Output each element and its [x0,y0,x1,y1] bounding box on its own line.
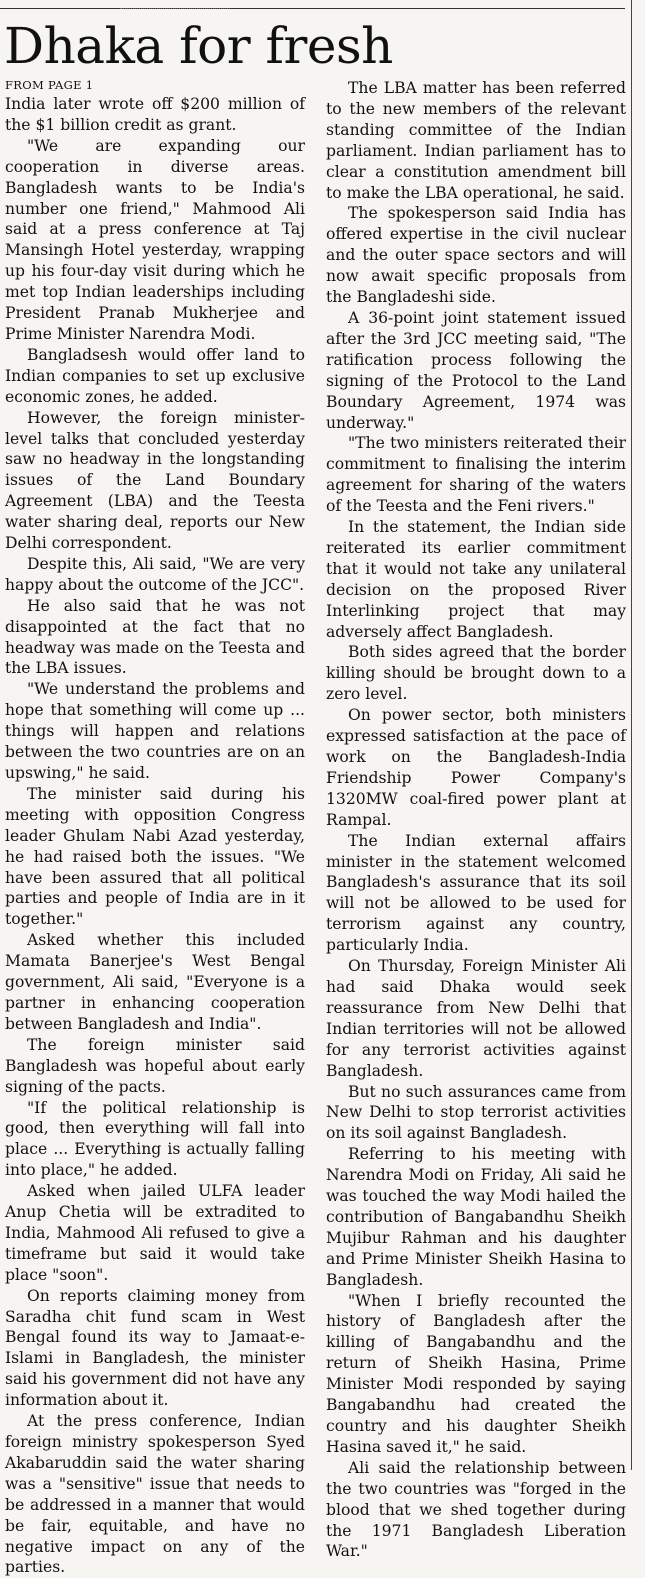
paragraph: In the statement, the Indian side reiterated its earlier commitment that it would not take any unilateral decision on the proposed River Interlinking project that may adversely affect Bangladesh. [326,518,626,641]
paragraph: At the press conference, Indian foreign ministry spokesperson Syed Akabaruddin said the water sharing was a "sensitive" issue that needs to be addressed in a manner that would be fair, equitable, and have no negative impact on any of the parties. [5,1412,305,1577]
paragraph: "The two ministers reiterated their commitment to finalising the interim agreement for sharing of the waters of the Teesta and the Feni rivers." [326,434,626,516]
paragraph: Both sides agreed that the border killing should be brought down to a zero level. [326,643,626,704]
paragraph: On reports claiming money from Saradha chit fund scam in West Bengal found its way to Jamaat-e-Islami in Bangladesh, the minister said his government did not have any information about it. [5,1286,305,1410]
top-rule [0,8,625,9]
jump-label: FROM PAGE 1 [5,78,94,92]
paragraph: Asked whether this included Mamata Banerjee's West Bengal government, Ali said, "Everyone is a partner in enhancing cooperation between Bangladesh and India". [5,931,305,1033]
paragraph: "We understand the problems and hope that something will come up ... things will happen and relations between the two countries are on an upswing," he said. [5,680,305,782]
paragraph: The Indian external affairs minister in the statement welcomed Bangladesh's assurance that its soil will not be allowed to be used for terrorism against any country, particularly India. [326,831,626,955]
paragraph: A 36-point joint statement issued after the 3rd JCC meeting said, "The ratification process following the signing of the Protocol to the Land Boundary Agreement, 1974 was underway." [326,308,626,432]
paragraph: Ali said the relationship between the two countries was "forged in the blood that we shed together during the 1971 Bangladesh Liberation War." [326,1458,626,1561]
paragraph: Referring to his meeting with Narendra Modi on Friday, Ali said he was touched the way Modi hailed the contribution of Bangabandhu Sheikh Mujibur Rahman and his daughter and Prime Minister Sheikh Hasina to Bangladesh. [326,1145,626,1289]
headline: Dhaka for fresh [4,17,393,75]
paragraph: Asked when jailed ULFA leader Anup Chetia will be extradited to India, Mahmood Ali refused to give a timeframe but said it would take place "soon". [5,1182,305,1284]
paragraph: The spokesperson said India has offered expertise in the civil nuclear and the outer space sectors and will now await specific proposals from the Bangladeshi side. [326,204,626,307]
paragraph: However, the foreign minister-level talks that concluded yesterday saw no headway in the longstanding issues of the Land Boundary Agreement (LBA) and the Teesta water sharing deal, reports our New Delhi correspondent. [5,408,305,553]
paragraph: The foreign minister said Bangladesh was hopeful about early signing of the pacts. [5,1035,305,1096]
paragraph: But no such assurances came from New Delhi to stop terrorist activities on its soil against Bangladesh. [326,1082,626,1143]
paragraph: On Thursday, Foreign Minister Ali had said Dhaka would seek reassurance from New Delhi that Indian territories will not be allowed for any terrorist activities against Bangladesh. [326,957,626,1080]
paragraph: "When I briefly recounted the history of Bangladesh after the killing of Bangabandhu and the return of Sheikh Hasina, Prime Minister Modi responded by saying Bangabandhu had created the country and his daughter Sheikh Hasina saved it," he said. [326,1291,626,1456]
paragraph: Despite this, Ali said, "We are very happy about the outcome of the JCC". [5,554,305,594]
page-edge-rule [631,0,632,1470]
paragraph: Bangladsesh would offer land to Indian companies to set up exclusive economic zones, he added. [5,345,305,406]
paragraph: On power sector, both ministers expressed satisfaction at the pace of work on the Bangladesh-India Friendship Power Company's 1320MW coal-fired power plant at Rampal. [326,706,626,829]
paragraph: He also said that he was not disappointed at the fact that no headway was made on the Teesta and the LBA issues. [5,596,305,678]
paragraph: The minister said during his meeting with opposition Congress leader Ghulam Nabi Azad yesterday, he had raised both the issues. "We have been assured that all political parties and people of India are in it together." [5,784,305,929]
paragraph: India later wrote off $200 million of the $1 billion credit as grant. [5,95,305,134]
paragraph: The LBA matter has been referred to the new members of the relevant standing committee of the Indian parliament. Indian parliament has to clear a constitution amendment bill to make the LBA operational, he said. [326,79,626,202]
top-rule-dots [120,0,230,9]
paragraph: "We are expanding our cooperation in diverse areas. Bangladesh wants to be India's number one friend," Mahmood Ali said at a press conference at Taj Mansingh Hotel yesterday, wrapping up his four-day visit during which he met top Indian leaderships including President Pranab Mukherjee and Prime Minister Narendra Modi. [5,136,305,343]
right-column [326,78,626,1562]
left-column [5,78,305,1578]
paragraph: "If the political relationship is good, then everything will fall into place ... Everything is actually falling into place," he added. [5,1098,305,1180]
